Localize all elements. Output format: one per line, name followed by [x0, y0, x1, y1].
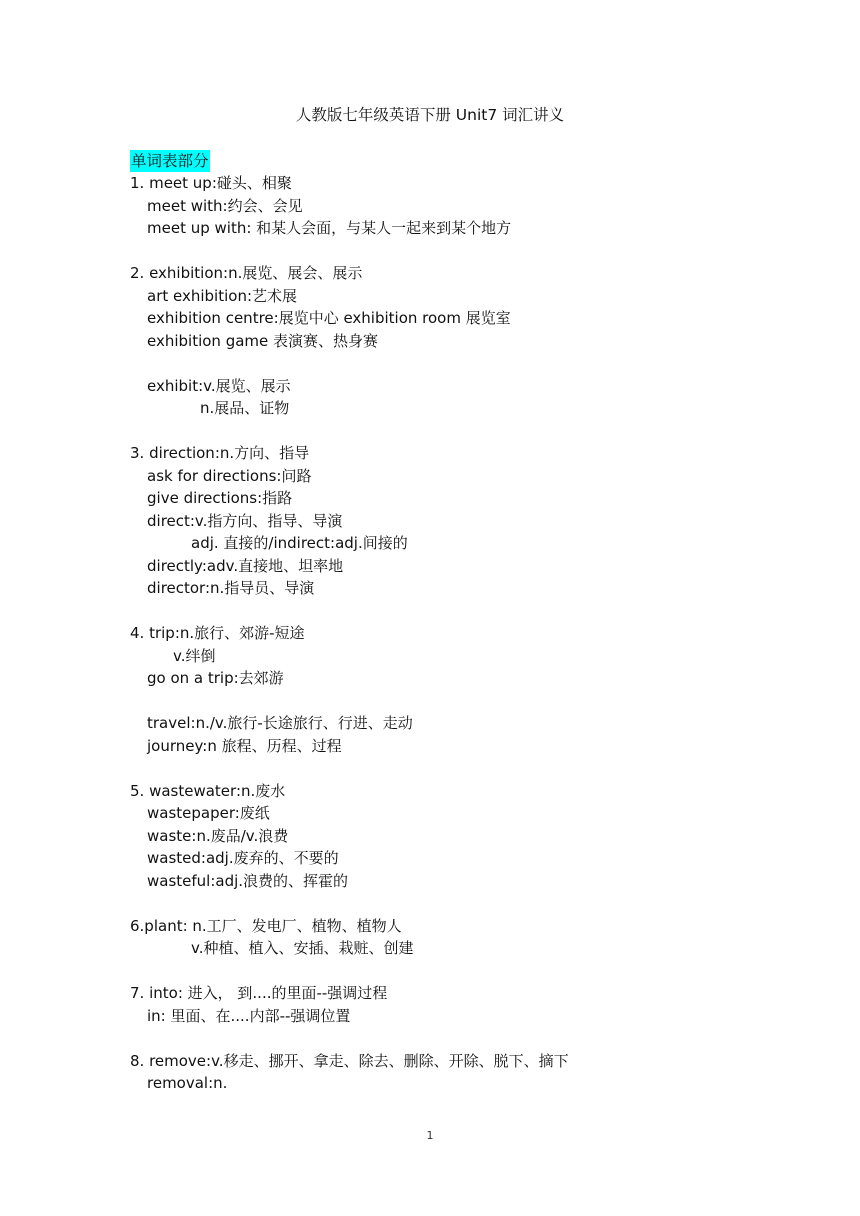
entry-line: exhibit:v.展览、展示 — [147, 376, 291, 395]
entry-line: 2. exhibition:n.展览、展会、展示 — [130, 264, 363, 282]
entry-line: art exhibition:艺术展 — [147, 286, 298, 305]
entry-line: travel:n./v.旅行-长途旅行、行进、走动 — [147, 714, 413, 732]
entry-line: 6.plant: n.工厂、发电厂、植物、植物人 — [130, 916, 402, 935]
entry-line: directly:adv.直接地、坦率地 — [147, 556, 344, 575]
entry-line: wastepaper:废纸 — [147, 804, 270, 822]
entry-line: direct:v.指方向、指导、导演 — [147, 511, 343, 530]
entry-line: v.绊倒 — [173, 646, 216, 665]
entry-line: ask for directions:问路 — [147, 466, 312, 485]
entry-line: journey:n 旅程、历程、过程 — [147, 736, 342, 755]
entry-line: 1. meet up:碰头、相聚 — [130, 174, 292, 192]
entry-line: wasteful:adj.浪费的、挥霍的 — [147, 871, 349, 890]
entry-line: 3. direction:n.方向、指导 — [130, 444, 310, 462]
entry-line: exhibition game 表演赛、热身赛 — [147, 331, 379, 350]
entry-line: in: 里面、在....内部--强调位置 — [147, 1006, 351, 1025]
entry-line: v.种植、植入、安插、栽赃、创建 — [191, 939, 414, 957]
section-heading: 单词表部分 — [131, 152, 209, 170]
entry-line: n.展品、证物 — [200, 399, 290, 417]
entry-line: wasted:adj.废弃的、不要的 — [147, 849, 339, 867]
vocabulary-list — [130, 172, 830, 1095]
entry-line: adj. 直接的/indirect:adj.间接的 — [191, 534, 408, 552]
entry-line: 4. trip:n.旅行、郊游-短途 — [130, 624, 305, 642]
entry-line: meet with:约会、会见 — [147, 196, 303, 215]
entry-line: exhibition centre:展览中心 exhibition room 展览室 — [147, 309, 511, 327]
page-title: 人教版七年级英语下册 Unit7 词汇讲义 — [295, 106, 565, 124]
entry-line: go on a trip:去郊游 — [147, 669, 284, 687]
entry-line: waste:n.废品/v.浪费 — [147, 826, 289, 845]
entry-line: 5. wastewater:n.废水 — [130, 781, 286, 800]
entry-line: 7. into: 进入， 到....的里面--强调过程 — [130, 984, 388, 1002]
entry-line: meet up with: 和某人会面，与某人一起来到某个地方 — [147, 219, 512, 237]
page-number: 1 — [426, 1129, 434, 1142]
entry-line: give directions:指路 — [147, 489, 293, 507]
entry-line: 8. remove:v.移走、挪开、拿走、除去、删除、开除、脱下、摘下 — [130, 1051, 569, 1070]
entry-line: removal:n. — [147, 1074, 228, 1092]
entry-line: director:n.指导员、导演 — [147, 579, 315, 597]
